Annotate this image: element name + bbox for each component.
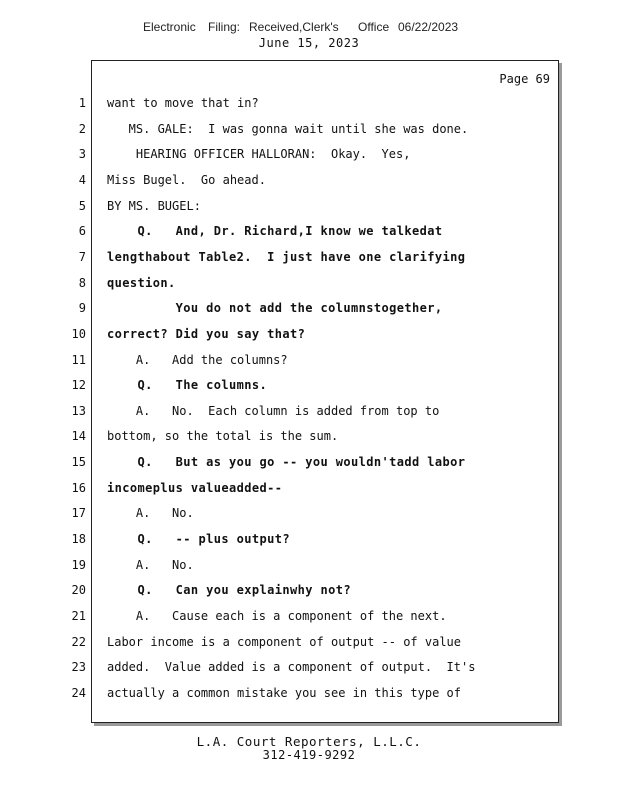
filing-date: 06/22/2023 (398, 20, 459, 34)
line-number: 22 (71, 635, 86, 649)
line-number: 17 (71, 506, 86, 520)
filing-word-electronic: Electronic (143, 20, 196, 34)
line-number: 16 (71, 481, 86, 495)
transcript-line: Miss Bugel. Go ahead. (107, 173, 266, 187)
filing-word-office: Office (358, 20, 390, 34)
line-number: 11 (71, 353, 86, 367)
line-number: 2 (78, 122, 86, 136)
transcript-line: HEARING OFFICER HALLORAN: Okay. Yes, (107, 147, 411, 161)
transcript-line: You do not add the columnstogether, (107, 301, 443, 315)
line-number: 1 (78, 96, 86, 110)
transcript-line: added. Value added is a component of output. It's (107, 660, 476, 674)
line-number: 12 (71, 378, 86, 392)
transcript-line: MS. GALE: I was gonna wait until she was done. (107, 122, 469, 136)
line-number: 6 (78, 224, 86, 238)
reporter-company: L.A. Court Reporters, L.L.C. (196, 734, 422, 749)
transcript-line: actually a common mistake you see in this type of (107, 686, 462, 700)
transcript-line: want to move that in? (107, 96, 259, 110)
transcript-line: correct? Did you say that? (107, 327, 306, 341)
hearing-date: June 15, 2023 (258, 36, 360, 50)
transcript-line: A. Cause each is a component of the next. (107, 609, 447, 623)
line-number: 20 (71, 583, 86, 597)
transcript-line: Q. The columns. (107, 378, 268, 392)
reporter-phone: 312-419-9292 (262, 748, 356, 762)
filing-word-filing: Filing: (208, 20, 241, 34)
line-number: 19 (71, 558, 86, 572)
line-number: 9 (78, 301, 86, 315)
line-number: 18 (71, 532, 86, 546)
page-number: Page 69 (499, 72, 550, 86)
line-number: 4 (78, 173, 86, 187)
filing-stamp (0, 20, 618, 36)
transcript-line: Q. Can you explainwhy not? (107, 583, 351, 597)
transcript-line: A. No. (107, 506, 194, 520)
transcript-line: A. No. Each column is added from top to (107, 404, 440, 418)
transcript-line: A. Add the columns? (107, 353, 288, 367)
line-number: 24 (71, 686, 86, 700)
line-number: 23 (71, 660, 86, 674)
line-number: 14 (71, 429, 86, 443)
line-number: 21 (71, 609, 86, 623)
line-number: 15 (71, 455, 86, 469)
line-number: 7 (78, 250, 86, 264)
transcript-line: Q. -- plus output? (107, 532, 290, 546)
line-number: 13 (71, 404, 86, 418)
transcript-line: incomeplus valueadded-- (107, 481, 283, 495)
transcript-line: BY MS. BUGEL: (107, 199, 201, 213)
transcript-line: Labor income is a component of output -- of value (107, 635, 462, 649)
line-number: 10 (71, 327, 86, 341)
transcript-line: Q. But as you go -- you wouldn'tadd labor (107, 455, 466, 469)
line-number: 5 (78, 199, 86, 213)
transcript-line: lengthabout Table2. I just have one clarifying (107, 250, 466, 264)
transcript-line: bottom, so the total is the sum. (107, 429, 339, 443)
transcript-line: Q. And, Dr. Richard,I know we talkedat (107, 224, 443, 238)
line-number: 3 (78, 147, 86, 161)
transcript-line: A. No. (107, 558, 194, 572)
filing-word-received: Received,Clerk's (249, 20, 339, 34)
line-number: 8 (78, 276, 86, 290)
transcript-line: question. (107, 276, 176, 290)
